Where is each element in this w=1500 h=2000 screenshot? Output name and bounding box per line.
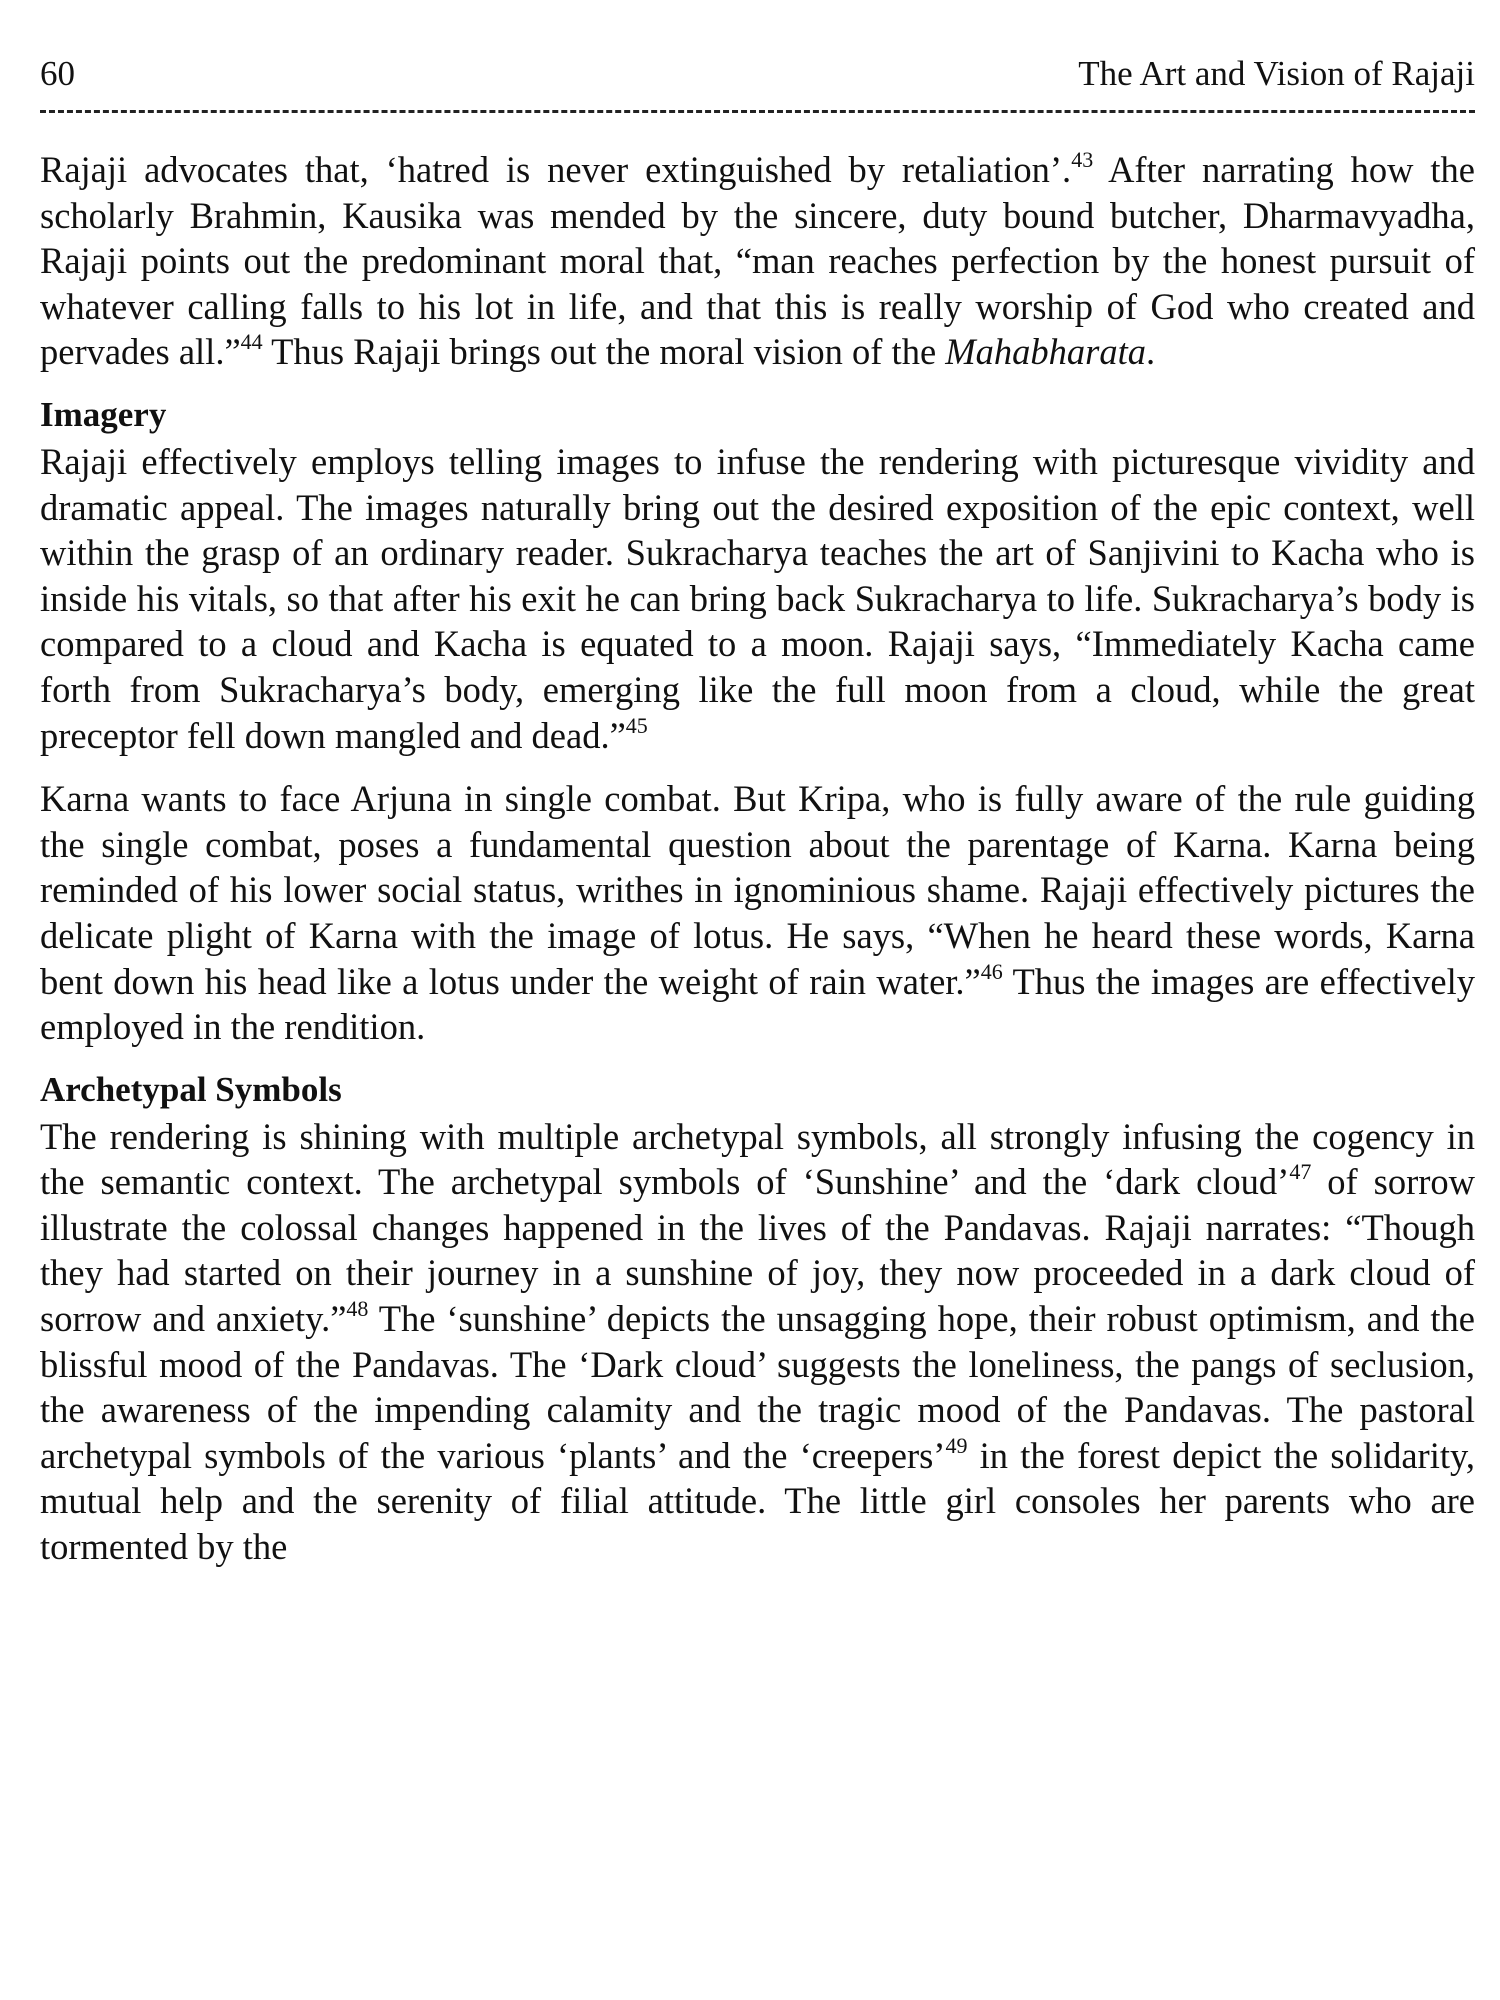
book-page bbox=[40, 40, 1475, 1970]
footnote-ref: 43 bbox=[1071, 147, 1094, 172]
section-heading-archetypal-symbols: Archetypal Symbols bbox=[40, 1069, 342, 1109]
paragraph-sukracharya: Rajaji effectively employs telling images to infuse the rendering with picturesque vividity and dramatic appeal. The images naturally bring out the desired exposition of the epic context, well within the grasp of an ordinary reader. Sukracharya teaches the art of Sanjivini to Kacha who is inside his vitals, so that after his exit he can bring back Sukracharya to life. Sukracharya’s body is compared to a cloud and Kacha is equated to a moon. Rajaji says, “Immediately Kacha came forth from Sukracharya’s body, emerging like the full moon from a cloud, while the great preceptor fell down mangled and dead.”$^{45}$ bbox=[40, 440, 1475, 756]
italic-title: Mahabharata bbox=[945, 331, 1147, 373]
body-text bbox=[40, 147, 1475, 1570]
section-heading-imagery: Imagery bbox=[40, 394, 167, 434]
footnote-ref: 46 bbox=[980, 958, 1003, 984]
footnote-ref: 44 bbox=[240, 329, 263, 355]
paragraph-moral-vision: Rajaji advocates that, ‘hatred is never extinguished by retaliation’.$^{43}$ After narrating how the scholarly Brahmin, Kausika was mended by the sincere, duty bound butcher, Dharmavyadha, Rajaji points out the predominant moral that, “man reaches perfection by the honest pursuit of whatever calling falls to his lot in life, and that this is really worship of God who created and pervades all.”$^{44}$ Thus Rajaji brings out the moral vision of the Mahabharata. bbox=[40, 147, 1475, 373]
paragraph-archetypal-symbols: The rendering is shining with multiple archetypal symbols, all strongly infusing the cogency in the semantic context. The archetypal symbols of ‘Sunshine’ and the ‘dark cloud’$^{47}$ of sorrow illustrate the colossal changes happened in the lives of the Pandavas. Rajaji narrates: “Though they had started on their journey in a sunshine of joy, they now proceeded in a dark cloud of sorrow and anxiety.”$^{48}$ The ‘sunshine’ depicts the unsagging hope, their robust optimism, and the blissful mood of the Pandavas. The ‘Dark cloud’ suggests the loneliness, the pangs of seclusion, the awareness of the impending calamity and the tragic mood of the Pandavas. The pastoral archetypal symbols of the various ‘plants’ and the ‘creepers’$^{49}$ in the forest depict the solidarity, mutual help and the serenity of filial attitude. The little girl consoles her parents who are tormented by the bbox=[40, 1115, 1475, 1568]
footnote-ref: 49 bbox=[945, 1432, 968, 1458]
page-number: 60 bbox=[40, 54, 75, 93]
running-title: The Art and Vision of Rajaji bbox=[1078, 54, 1475, 93]
paragraph-karna: Karna wants to face Arjuna in single combat. But Kripa, who is fully aware of the rule guiding the single combat, poses a fundamental question about the parentage of Karna. Karna being reminded of his lower social status, writhes in ignominious shame. Rajaji effectively pictures the delicate plight of Karna with the image of lotus. He says, “When he heard these words, Karna bent down his head like a lotus under the weight of rain water.”$^{46}$ Thus the images are effectively employed in the rendition. bbox=[40, 778, 1476, 1048]
footnote-ref: 45 bbox=[625, 712, 648, 738]
footnote-ref: 48 bbox=[346, 1296, 369, 1322]
footnote-ref: 47 bbox=[1289, 1159, 1312, 1185]
running-head bbox=[40, 40, 1475, 108]
header-rule bbox=[40, 110, 1475, 113]
